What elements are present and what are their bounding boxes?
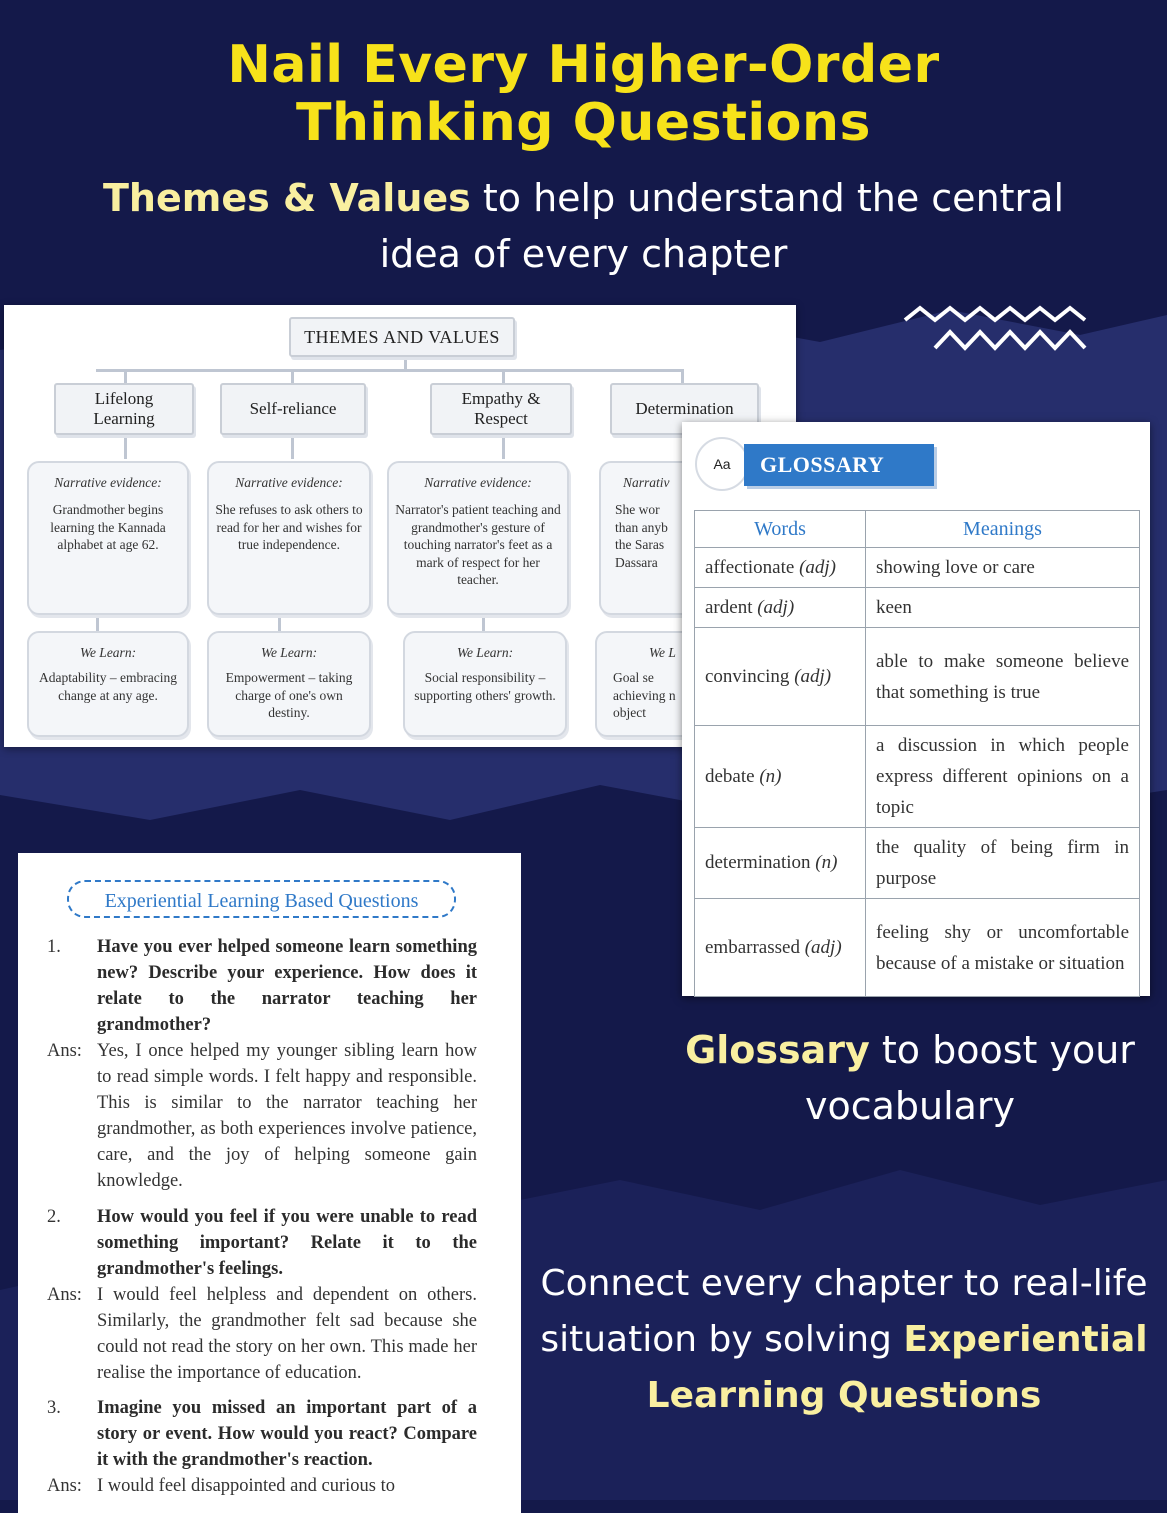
glossary-meaning: able to make someone believe that something is true [866,628,1140,726]
question-number: 3. [47,1398,61,1418]
experiential-title: Experiential Learning Based Questions [67,880,456,918]
question-number: 1. [47,937,61,957]
category-determination: Determination [610,383,759,435]
question-text: How would you feel if you were unable to read something important? Relate it to the grandmother's feelings. [97,1207,477,1279]
evidence-text: She refuses to ask others to read for her and wishes for true independence. [215,502,363,552]
glossary-word: convincing (adj) [695,628,866,726]
glossary-meaning: showing love or care [866,548,1140,588]
answer-text: Yes, I once helped my younger sibling learn how to read simple words. I felt happy and responsible. This is similar to the narrator teaching her grandmother, as both experiences involve patience, care, and the joy of helping someone gain knowledge. [97,1041,477,1191]
themes-values-card [4,305,796,747]
evidence-label: Narrative evidence: [235,475,343,490]
glossary-col-meanings: Meanings [866,511,1140,548]
glossary-title: GLOSSARY [744,444,934,486]
glossary-icon-text: Aa [713,456,731,472]
evidence-box [387,461,569,615]
glossary-word: debate (n) [695,726,866,828]
question-item [47,1204,477,1386]
table-row [695,588,1140,628]
category-self-reliance: Self-reliance [220,383,366,435]
glossary-table [694,510,1140,997]
glossary-meaning: the quality of being firm in purpose [866,828,1140,899]
evidence-text: She wor than anyb the Saras Dassara [615,502,668,570]
evidence-label: Narrative evidence: [424,475,532,490]
learn-label: We L [649,645,676,660]
page-subtitle [60,170,1107,282]
zigzag-decoration [895,300,1105,360]
table-row [695,726,1140,828]
learn-box [403,631,567,737]
table-row [695,899,1140,997]
learn-box [27,631,189,737]
page-headline: Nail Every Higher-Order Thinking Questions [227,35,940,153]
evidence-box [27,461,189,615]
evidence-label: Narrativ [623,475,670,490]
glossary-meaning: keen [866,588,1140,628]
glossary-word: ardent (adj) [695,588,866,628]
subtitle-rest: to help understand the central idea of every chapter [379,176,1065,276]
question-text: Imagine you missed an important part of a story or event. How would you react? Compare it with the grandmother's reaction. [97,1398,477,1470]
category-empathy-respect: Empathy & Respect [430,383,572,435]
glossary-header-row [695,511,1140,548]
answer-label: Ans: [47,1041,82,1061]
subtitle-highlight: Themes & Values [102,176,471,220]
answer-text: I would feel helpless and dependent on others. Similarly, the grandmother felt sad because she could not read the story on her own. This made her realise the importance of education. [97,1285,477,1383]
themes-title: THEMES AND VALUES [289,317,515,357]
question-text: Have you ever helped someone learn something new? Describe your experience. How does it relate to the narrator teaching her grandmother? [97,937,477,1035]
learn-text: Adaptability – embracing change at any age. [39,670,177,703]
question-item [47,934,477,1194]
category-lifelong-learning: Lifelong Learning [54,383,194,435]
learn-label: We Learn: [79,645,137,660]
question-number: 2. [47,1207,61,1227]
table-row [695,548,1140,588]
experiential-caption [530,1256,1158,1424]
glossary-meaning: a discussion in which people express different opinions on a topic [866,726,1140,828]
learn-text: Goal se achieving n object [613,670,676,720]
table-row [695,828,1140,899]
learn-label: We Learn: [456,645,514,660]
learn-box [207,631,371,737]
table-row [695,628,1140,726]
evidence-text: Grandmother begins learning the Kannada alphabet at age 62. [50,502,166,552]
learn-text: Social responsibility – supporting others' growth. [414,670,556,703]
answer-text: I would feel disappointed and curious to [97,1476,395,1496]
question-item [47,1395,477,1499]
glossary-magnifier-icon [695,437,749,491]
glossary-word: determination (n) [695,828,866,899]
glossary-word: affectionate (adj) [695,548,866,588]
glossary-caption-highlight: Glossary [685,1028,870,1072]
experiential-caption-pre: Connect every chapter to real-life situation by solving [540,1263,1148,1360]
glossary-caption-rest: to boost your vocabulary [804,1028,1135,1128]
glossary-word: embarrassed (adj) [695,899,866,997]
glossary-col-words: Words [695,511,866,548]
learn-label: We Learn: [260,645,318,660]
glossary-caption [660,1022,1160,1134]
learn-text: Empowerment – taking charge of one's own destiny. [225,670,353,720]
evidence-label: Narrative evidence: [54,475,162,490]
experiential-caption-highlight: Experiential Learning Questions [646,1319,1148,1416]
answer-label: Ans: [47,1476,82,1496]
glossary-meaning: feeling shy or uncomfortable because of a mistake or situation [866,899,1140,997]
evidence-box [207,461,371,615]
evidence-text: Narrator's patient teaching and grandmother's gesture of touching narrator's feet as a mark of respect for her teacher. [395,502,561,587]
answer-label: Ans: [47,1285,82,1305]
